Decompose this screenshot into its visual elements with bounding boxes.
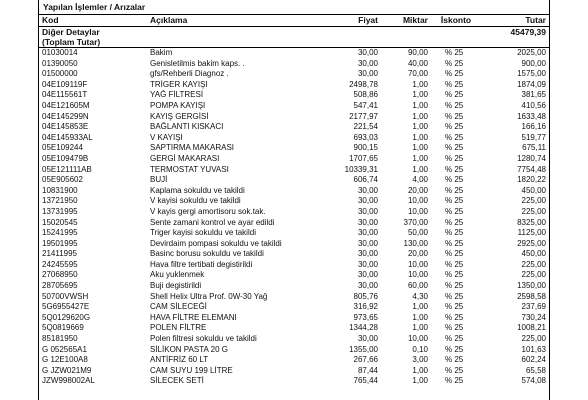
cell-discount: % 25 — [445, 206, 464, 216]
cell-description: V KAYIŞI — [150, 132, 183, 142]
cell-total: 166,16 — [521, 122, 546, 132]
cell-discount: % 25 — [445, 164, 464, 174]
cell-price: 30,00 — [357, 281, 378, 291]
cell-total: 1874,09 — [517, 79, 546, 89]
cell-quantity: 1,00 — [412, 143, 428, 153]
cell-total: 1008,21 — [517, 323, 546, 333]
cell-price: 30,00 — [357, 217, 378, 227]
cell-price: 30,00 — [357, 58, 378, 68]
cell-discount: % 25 — [445, 344, 464, 354]
cell-description: Kaplama sokuldu ve takildi — [150, 185, 245, 195]
cell-discount: % 25 — [445, 185, 464, 195]
cell-description: YAĞ FİLTRESİ — [150, 90, 204, 100]
cell-code: 15020545 — [42, 217, 78, 227]
cell-price: 10339,31 — [344, 164, 378, 174]
cell-code: 01500000 — [42, 69, 78, 79]
cell-price: 30,00 — [357, 270, 378, 280]
cell-description: Bakim — [150, 48, 173, 57]
cell-total: 225,00 — [521, 196, 546, 206]
cell-code: 13721950 — [42, 196, 78, 206]
table-row — [39, 101, 549, 112]
cell-total: 225,00 — [521, 259, 546, 269]
document-title: Yapılan İşlemler / Arızalar — [43, 2, 146, 12]
cell-quantity: 70,00 — [407, 69, 428, 79]
cell-quantity: 1,00 — [412, 122, 428, 132]
table-row — [39, 260, 549, 271]
table-row — [39, 218, 549, 229]
cell-quantity: 1,00 — [412, 312, 428, 322]
table-row — [39, 228, 549, 239]
cell-description: BAĞLANTI KISKACI — [150, 122, 224, 132]
cell-total: 519,77 — [521, 132, 546, 142]
cell-quantity: 10,00 — [407, 206, 428, 216]
cell-description: CAM SİLECEĞİ — [150, 302, 207, 312]
cell-price: 547,41 — [353, 100, 378, 110]
cell-quantity: 1,00 — [412, 365, 428, 375]
cell-price: 267,66 — [353, 355, 378, 365]
cell-total: 8325,00 — [517, 217, 546, 227]
table-row — [39, 165, 549, 176]
table-row — [39, 366, 549, 377]
table-row — [39, 249, 549, 260]
cell-code: 04E145853E — [42, 122, 89, 132]
cell-discount: % 25 — [445, 302, 464, 312]
group-subtitle-row — [39, 37, 549, 48]
header-description: Açıklama — [147, 15, 319, 27]
cell-quantity: 1,00 — [412, 153, 428, 163]
cell-total: 2025,00 — [517, 48, 546, 57]
cell-discount: % 25 — [445, 312, 464, 322]
table-row — [39, 345, 549, 356]
cell-description: GERGİ MAKARASI — [150, 153, 220, 163]
cell-discount: % 25 — [445, 217, 464, 227]
cell-total: 1633,48 — [517, 111, 546, 121]
cell-description: Polen filtresi sokuldu ve takildi — [150, 334, 257, 344]
cell-discount: % 25 — [445, 90, 464, 100]
cell-description: SİLİKON PASTA 20 G — [150, 344, 228, 354]
table-row — [39, 323, 549, 334]
cell-total: 1820,22 — [517, 175, 546, 185]
cell-description: Buji degistirildi — [150, 281, 202, 291]
table-row — [39, 270, 549, 281]
cell-total: 1350,00 — [517, 281, 546, 291]
table-row — [39, 207, 549, 218]
table-row — [39, 239, 549, 250]
cell-code: 04E109119F — [42, 79, 88, 89]
cell-quantity: 20,00 — [407, 185, 428, 195]
cell-total: 1125,00 — [517, 228, 546, 238]
cell-total: 101,63 — [521, 344, 546, 354]
cell-description: CAM SUYU 199 LİTRE — [150, 365, 233, 375]
table-row — [39, 355, 549, 366]
cell-description: POMPA KAYIŞI — [150, 100, 206, 110]
cell-price: 30,00 — [357, 206, 378, 216]
cell-price: 30,00 — [357, 196, 378, 206]
cell-total: 7754,48 — [517, 164, 546, 174]
table-row — [39, 122, 549, 133]
cell-discount: % 25 — [445, 111, 464, 121]
cell-description: Sente zamani kontrol ve ayar edildi — [150, 217, 275, 227]
cell-quantity: 130,00 — [403, 238, 428, 248]
header-total: Tutar — [481, 15, 549, 27]
cell-description: ANTİFRİZ 60 LT — [150, 355, 209, 365]
cell-quantity: 1,00 — [412, 111, 428, 121]
cell-price: 508,86 — [353, 90, 378, 100]
cell-description: V kayisi sokuldu ve takildi — [150, 196, 241, 206]
cell-discount: % 25 — [445, 365, 464, 375]
table-row — [39, 59, 549, 70]
cell-quantity: 3,00 — [412, 355, 428, 365]
cell-discount: % 25 — [445, 58, 464, 68]
cell-discount: % 25 — [445, 281, 464, 291]
cell-code: 85181950 — [42, 334, 78, 344]
table-row — [39, 143, 549, 154]
cell-quantity: 1,00 — [412, 164, 428, 174]
cell-discount: % 25 — [445, 334, 464, 344]
cell-discount: % 25 — [445, 79, 464, 89]
cell-discount: % 25 — [445, 196, 464, 206]
cell-price: 606,74 — [353, 175, 378, 185]
table-row — [39, 302, 549, 313]
cell-code: G 12E100A8 — [42, 355, 88, 365]
cell-total: 574,08 — [521, 376, 546, 386]
cell-total: 237,69 — [521, 302, 546, 312]
cell-discount: % 25 — [445, 238, 464, 248]
cell-price: 973,65 — [353, 312, 378, 322]
cell-quantity: 1,00 — [412, 323, 428, 333]
cell-code: 10831900 — [42, 185, 78, 195]
cell-description: BUJİ — [150, 175, 168, 185]
cell-quantity: 1,00 — [412, 376, 428, 386]
table-row — [39, 175, 549, 186]
cell-description: Aku yuklenmek — [150, 270, 205, 280]
cell-discount: % 25 — [445, 376, 464, 386]
table-row — [39, 133, 549, 144]
header-price: Fiyat — [319, 15, 381, 27]
cell-total: 225,00 — [521, 206, 546, 216]
cell-total: 381,65 — [521, 90, 546, 100]
cell-code: JZW998002AL — [42, 376, 95, 386]
cell-quantity: 10,00 — [407, 259, 428, 269]
cell-price: 30,00 — [357, 238, 378, 248]
cell-discount: % 25 — [445, 153, 464, 163]
cell-description: Hava filtre tertibati degistirildi — [150, 259, 253, 269]
header-discount: İskonto — [431, 15, 481, 27]
cell-price: 2177,97 — [349, 111, 378, 121]
cell-total: 225,00 — [521, 270, 546, 280]
cell-price: 30,00 — [357, 185, 378, 195]
cell-quantity: 10,00 — [407, 196, 428, 206]
header-code: Kod — [39, 15, 147, 27]
cell-total: 2598,58 — [517, 291, 546, 301]
cell-code: 01390050 — [42, 58, 78, 68]
cell-price: 1344,28 — [349, 323, 378, 333]
cell-code: 5G6955427E — [42, 302, 90, 312]
document-sheet — [38, 0, 550, 400]
cell-code: G JZW021M9 — [42, 365, 92, 375]
cell-code: 05E905602 — [42, 175, 83, 185]
table-row — [39, 313, 549, 324]
cell-total: 450,00 — [521, 185, 546, 195]
cell-discount: % 25 — [445, 259, 464, 269]
group-subtitle: (Toplam Tutar) — [39, 37, 549, 48]
cell-discount: % 25 — [445, 132, 464, 142]
cell-code: 05E109244 — [42, 143, 83, 153]
cell-quantity: 4,30 — [412, 291, 428, 301]
cell-quantity: 10,00 — [407, 270, 428, 280]
cell-price: 765,44 — [353, 376, 378, 386]
table-row — [39, 48, 549, 59]
cell-quantity: 50,00 — [407, 228, 428, 238]
cell-total: 225,00 — [521, 334, 546, 344]
cell-code: 13731995 — [42, 206, 78, 216]
table-row — [39, 69, 549, 80]
operations-table — [39, 14, 549, 387]
cell-discount: % 25 — [445, 323, 464, 333]
cell-discount: % 25 — [445, 122, 464, 132]
cell-discount: % 25 — [445, 69, 464, 79]
cell-discount: % 25 — [445, 175, 464, 185]
cell-total: 450,00 — [521, 249, 546, 259]
cell-code: 04E121605M — [42, 100, 90, 110]
table-header-row — [39, 15, 549, 27]
cell-description: POLEN FİLTRE — [150, 323, 207, 333]
cell-total: 675,11 — [522, 143, 546, 153]
cell-price: 30,00 — [357, 48, 378, 57]
table-row — [39, 376, 549, 387]
cell-code: 05E121111AB — [42, 164, 92, 174]
cell-quantity: 90,00 — [407, 48, 428, 57]
cell-total: 602,24 — [521, 355, 546, 365]
cell-code: 24245595 — [42, 259, 78, 269]
cell-price: 30,00 — [357, 228, 378, 238]
cell-quantity: 40,00 — [407, 58, 428, 68]
cell-description: Genisletilmis bakim kaps. . — [150, 58, 245, 68]
group-name: Diğer Detaylar — [42, 27, 100, 37]
cell-description: Triger kayisi sokuldu ve takildi — [150, 228, 256, 238]
cell-code: 04E145933AL — [42, 132, 93, 142]
table-row — [39, 292, 549, 303]
cell-price: 30,00 — [357, 249, 378, 259]
cell-description: SAPTIRMA MAKARASI — [150, 143, 235, 153]
cell-price: 1355,00 — [349, 344, 378, 354]
cell-total: 65,58 — [525, 365, 546, 375]
cell-code: 27068950 — [42, 270, 78, 280]
group-row — [39, 27, 549, 38]
table-body — [39, 27, 549, 388]
cell-code: 50700VWSH — [42, 291, 89, 301]
cell-discount: % 25 — [445, 228, 464, 238]
cell-description: TRİGER KAYIŞI — [150, 79, 208, 89]
cell-price: 30,00 — [357, 334, 378, 344]
cell-quantity: 1,00 — [412, 79, 428, 89]
cell-price: 316,92 — [353, 302, 378, 312]
cell-price: 2498,78 — [349, 79, 378, 89]
cell-quantity: 4,00 — [412, 175, 428, 185]
cell-code: 5Q0129620G — [42, 312, 91, 322]
cell-total: 900,00 — [521, 58, 546, 68]
cell-code: 04E145299N — [42, 111, 89, 121]
cell-description: Shell Helix Ultra Prof. 0W-30 Yağ — [150, 291, 268, 301]
cell-quantity: 20,00 — [407, 249, 428, 259]
cell-discount: % 25 — [445, 291, 464, 301]
cell-description: gfs/Rehberli Diagnoz . — [150, 69, 229, 79]
cell-quantity: 0,10 — [412, 344, 428, 354]
cell-discount: % 25 — [445, 48, 464, 57]
cell-price: 30,00 — [357, 69, 378, 79]
cell-code: 05E109479B — [42, 153, 89, 163]
cell-discount: % 25 — [445, 100, 464, 110]
table-row — [39, 196, 549, 207]
cell-description: HAVA FİLTRE ELEMANI — [150, 312, 237, 322]
header-quantity: Miktar — [381, 15, 431, 27]
cell-description: Devirdaim pompasi sokuldu ve takildi — [150, 238, 282, 248]
cell-code: 04E115561T — [42, 90, 88, 100]
cell-price: 87,44 — [357, 365, 378, 375]
cell-price: 693,03 — [353, 132, 378, 142]
cell-discount: % 25 — [445, 143, 464, 153]
cell-description: KAYIŞ GERGİSİ — [150, 111, 209, 121]
table-row — [39, 90, 549, 101]
cell-price: 805,76 — [353, 291, 378, 301]
cell-total: 2925,00 — [517, 238, 546, 248]
group-total: 45479,39 — [510, 27, 546, 37]
cell-code: 01030014 — [42, 48, 78, 57]
cell-quantity: 10,00 — [407, 334, 428, 344]
table-row — [39, 334, 549, 345]
cell-price: 221,54 — [353, 122, 378, 132]
cell-code: 19501995 — [42, 238, 78, 248]
cell-description: TERMOSTAT YUVASI — [150, 164, 229, 174]
cell-price: 900,15 — [353, 143, 378, 153]
cell-code: 15241995 — [42, 228, 78, 238]
cell-code: 21411995 — [42, 249, 77, 259]
cell-price: 30,00 — [357, 259, 378, 269]
cell-total: 1280,74 — [517, 153, 546, 163]
cell-quantity: 60,00 — [407, 281, 428, 291]
cell-total: 1575,00 — [517, 69, 546, 79]
cell-quantity: 1,00 — [412, 302, 428, 312]
cell-discount: % 25 — [445, 355, 464, 365]
cell-total: 730,24 — [521, 312, 546, 322]
cell-discount: % 25 — [445, 249, 464, 259]
cell-description: Basinc borusu sokuldu ve takildi — [150, 249, 264, 259]
table-row — [39, 154, 549, 165]
table-row — [39, 281, 549, 292]
cell-discount: % 25 — [445, 270, 464, 280]
cell-quantity: 1,00 — [412, 90, 428, 100]
cell-quantity: 370,00 — [403, 217, 428, 227]
cell-description: SİLECEK SETİ — [150, 376, 204, 386]
table-row — [39, 186, 549, 197]
table-row — [39, 112, 549, 123]
cell-code: 28705695 — [42, 281, 78, 291]
cell-code: G 052565A1 — [42, 344, 87, 354]
cell-quantity: 1,00 — [412, 132, 428, 142]
cell-quantity: 1,00 — [412, 100, 428, 110]
table-row — [39, 80, 549, 91]
cell-price: 1707,65 — [349, 153, 378, 163]
cell-description: V kayis gergi amortisoru sok.tak. — [150, 206, 266, 216]
cell-code: 5Q0819669 — [42, 323, 84, 333]
cell-total: 410,56 — [521, 100, 546, 110]
